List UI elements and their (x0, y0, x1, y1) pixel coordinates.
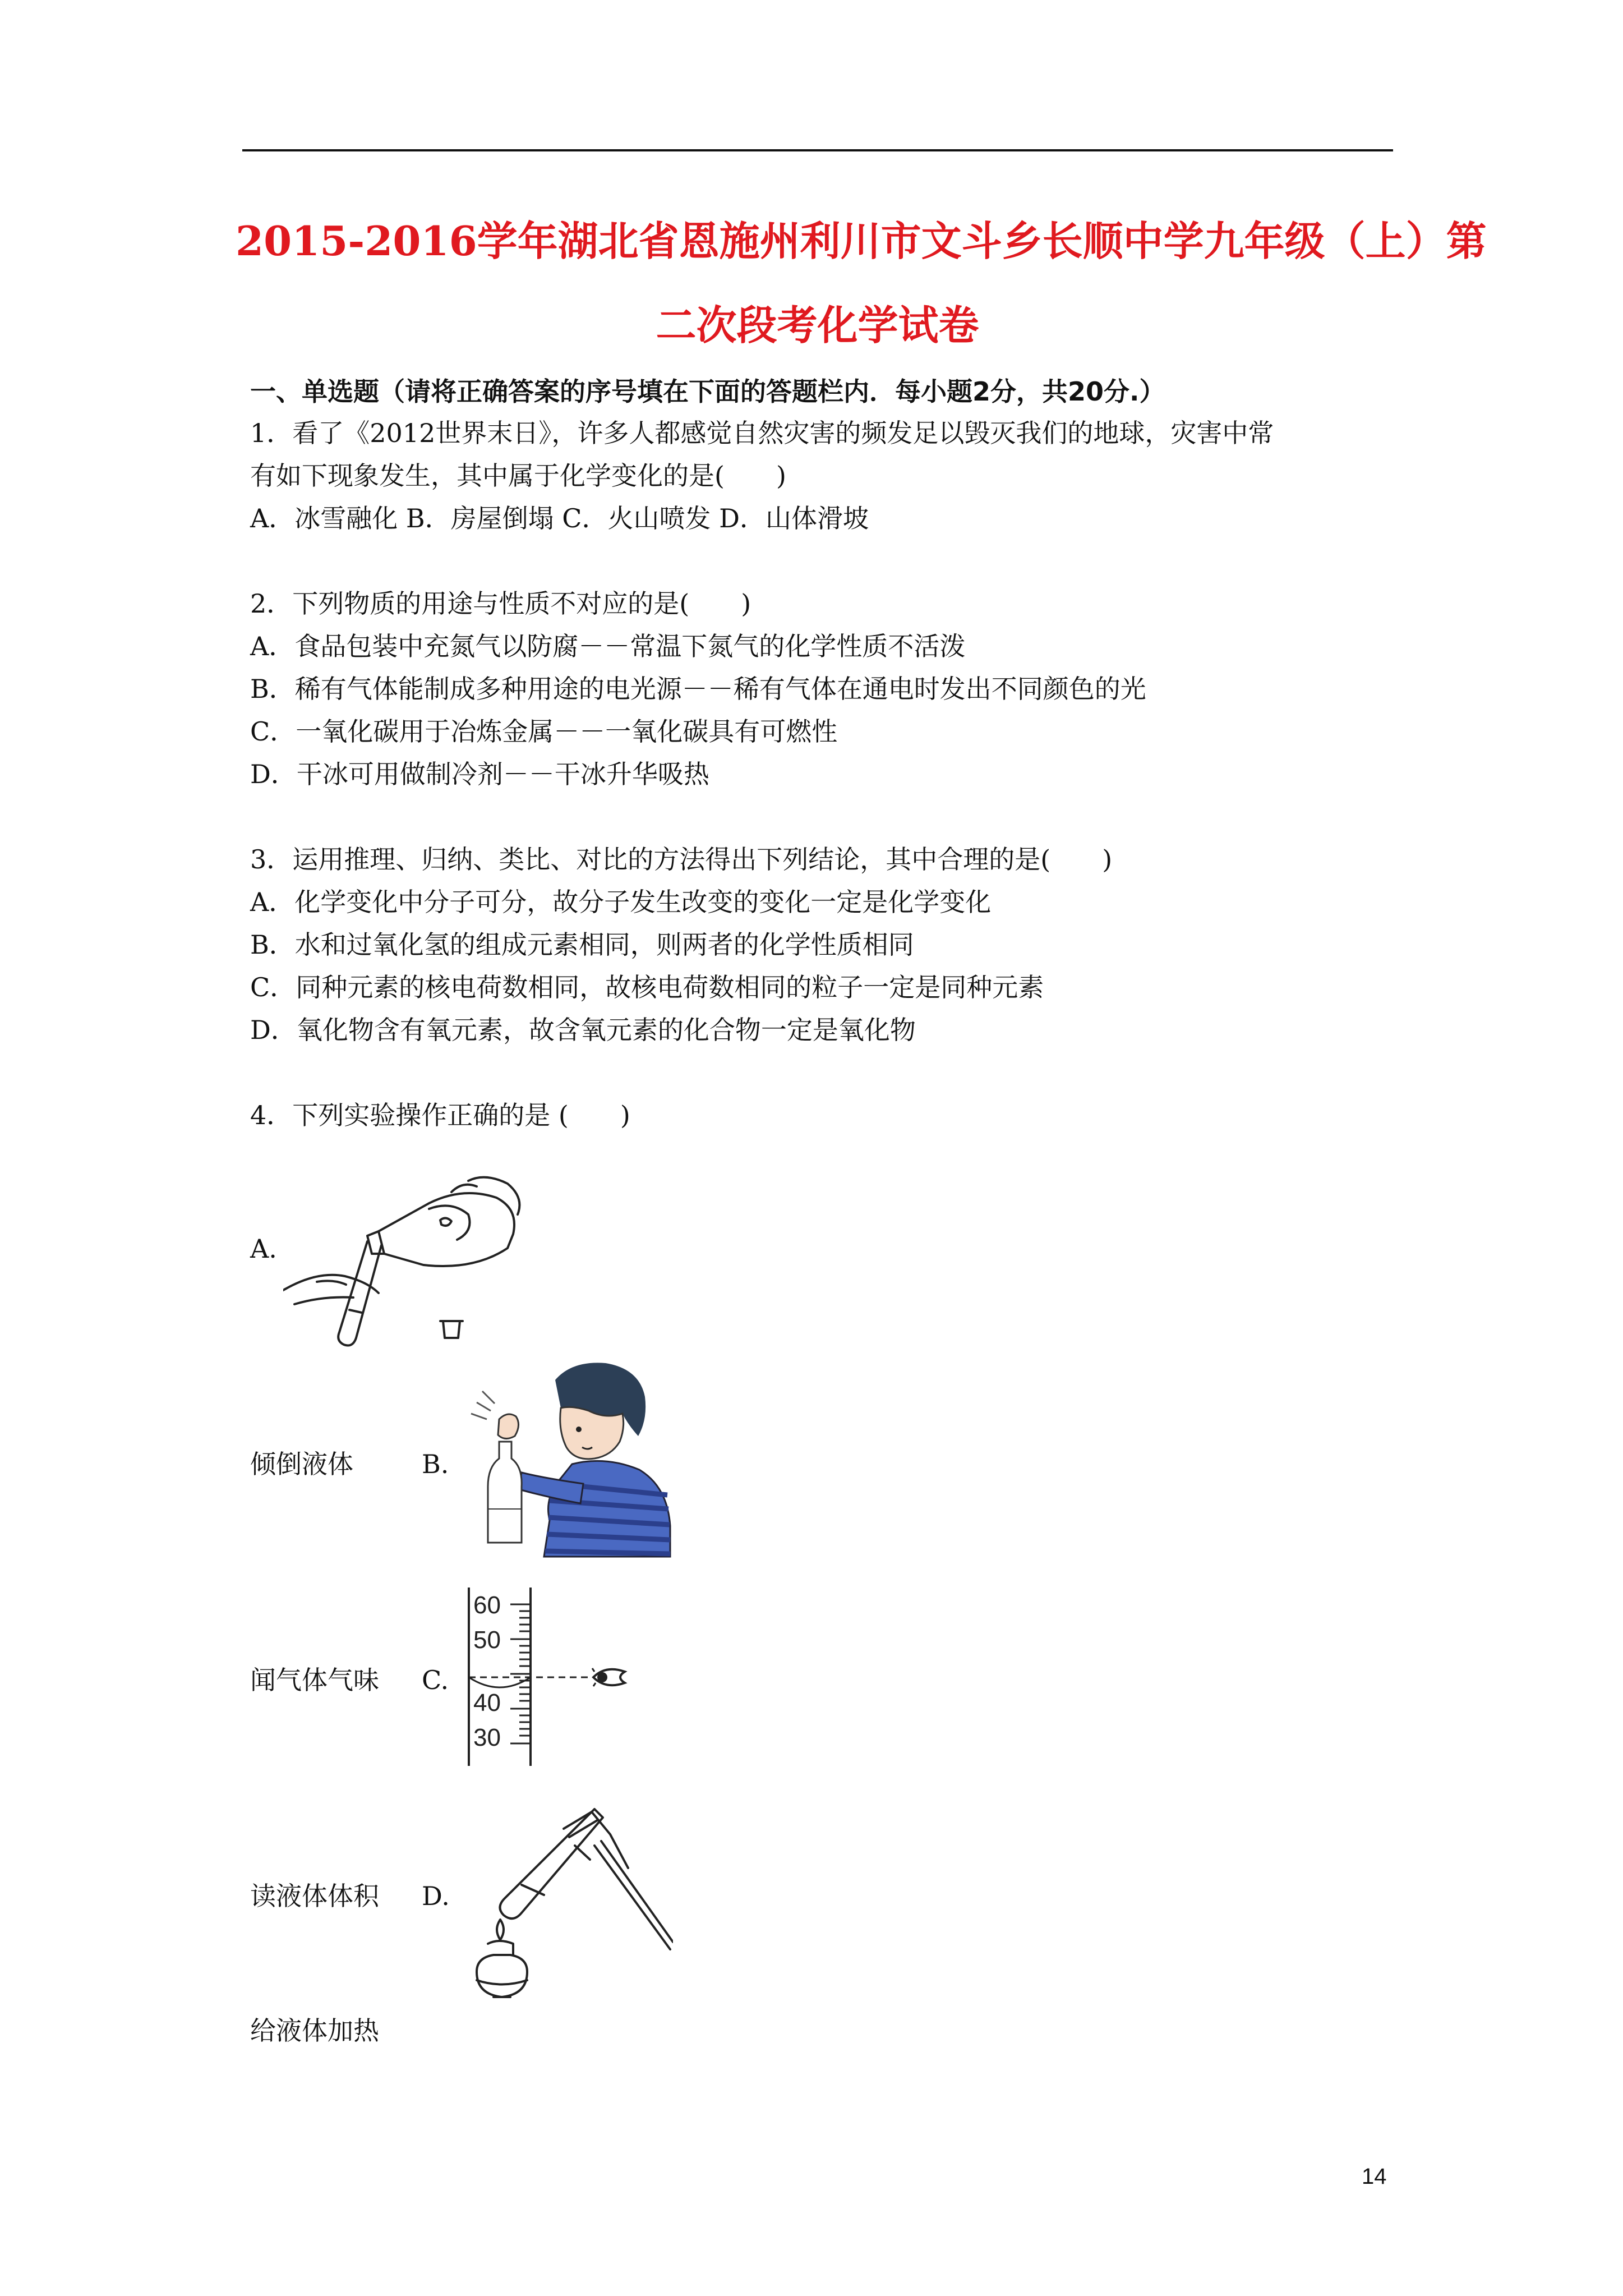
q1-stem-line-1: 1．看了《2012世界末日》，许多人都感觉自然灾害的频发足以毁灭我们的地球，灾害中常 (250, 418, 1274, 448)
q2-option-d: D．干冰可用做制冷剂－－干冰升华吸热 (250, 759, 709, 789)
q4-option-b-letter: B. (422, 1449, 449, 1479)
q3-option-c: C．同种元素的核电荷数相同，故核电荷数相同的粒子一定是同种元素 (250, 972, 1044, 1002)
q4-option-b-caption: 闻气体气味 (250, 1665, 379, 1695)
q4-option-a-caption: 倾倒液体 (250, 1449, 353, 1479)
header-rule (242, 149, 1393, 151)
q2-option-b: B．稀有气体能制成多种用途的电光源－－稀有气体在通电时发出不同颜色的光 (250, 674, 1146, 704)
section-heading: 一、单选题（请将正确答案的序号填在下面的答题栏内．每小题2分，共20分.） (250, 376, 1165, 407)
pouring-liquid-figure (283, 1170, 524, 1352)
eye-icon (592, 1668, 625, 1686)
q4-option-d-letter: D. (422, 1881, 450, 1911)
scale-label-50: 50 (473, 1626, 501, 1654)
q4-option-a-letter: A. (250, 1234, 277, 1264)
q4-option-c-letter: C. (422, 1665, 449, 1695)
q1-options: A．冰雪融化 B．房屋倒塌 C．火山喷发 D．山体滑坡 (250, 503, 869, 533)
smelling-gas-figure (460, 1358, 673, 1559)
q3-stem: 3．运用推理、归纳、类比、对比的方法得出下列结论，其中合理的是( ) (250, 844, 1113, 875)
q3-option-b: B．水和过氧化氢的组成元素相同，则两者的化学性质相同 (250, 930, 914, 960)
q3-option-a: A．化学变化中分子可分，故分子发生改变的变化一定是化学变化 (250, 887, 992, 917)
q2-option-a: A．食品包装中充氮气以防腐－－常温下氮气的化学性质不活泼 (250, 631, 966, 661)
q1-stem-line-2: 有如下现象发生，其中属于化学变化的是( ) (250, 461, 786, 491)
q4-stem: 4．下列实验操作正确的是 ( ) (250, 1100, 630, 1130)
graduated-cylinder-figure (461, 1588, 640, 1767)
exam-title-line-2: 二次段考化学试卷 (656, 301, 979, 349)
page-number: 14 (1362, 2164, 1387, 2189)
scale-label-40: 40 (473, 1689, 501, 1717)
q2-stem: 2．下列物质的用途与性质不对应的是( ) (250, 588, 751, 619)
q3-option-d: D．氧化物含有氧元素，故含氧元素的化合物一定是氧化物 (250, 1015, 916, 1045)
heating-liquid-figure (460, 1795, 673, 2008)
exam-title-line-1: 2015-2016学年湖北省恩施州利川市文斗乡长顺中学九年级（上）第 (236, 217, 1487, 265)
q4-option-d-caption: 给液体加热 (250, 2016, 379, 2046)
q4-option-c-caption: 读液体体积 (250, 1881, 379, 1911)
scale-label-60: 60 (473, 1591, 501, 1619)
scale-label-30: 30 (473, 1724, 501, 1751)
q2-option-c: C．一氧化碳用于冶炼金属－－一氧化碳具有可燃性 (250, 716, 838, 747)
